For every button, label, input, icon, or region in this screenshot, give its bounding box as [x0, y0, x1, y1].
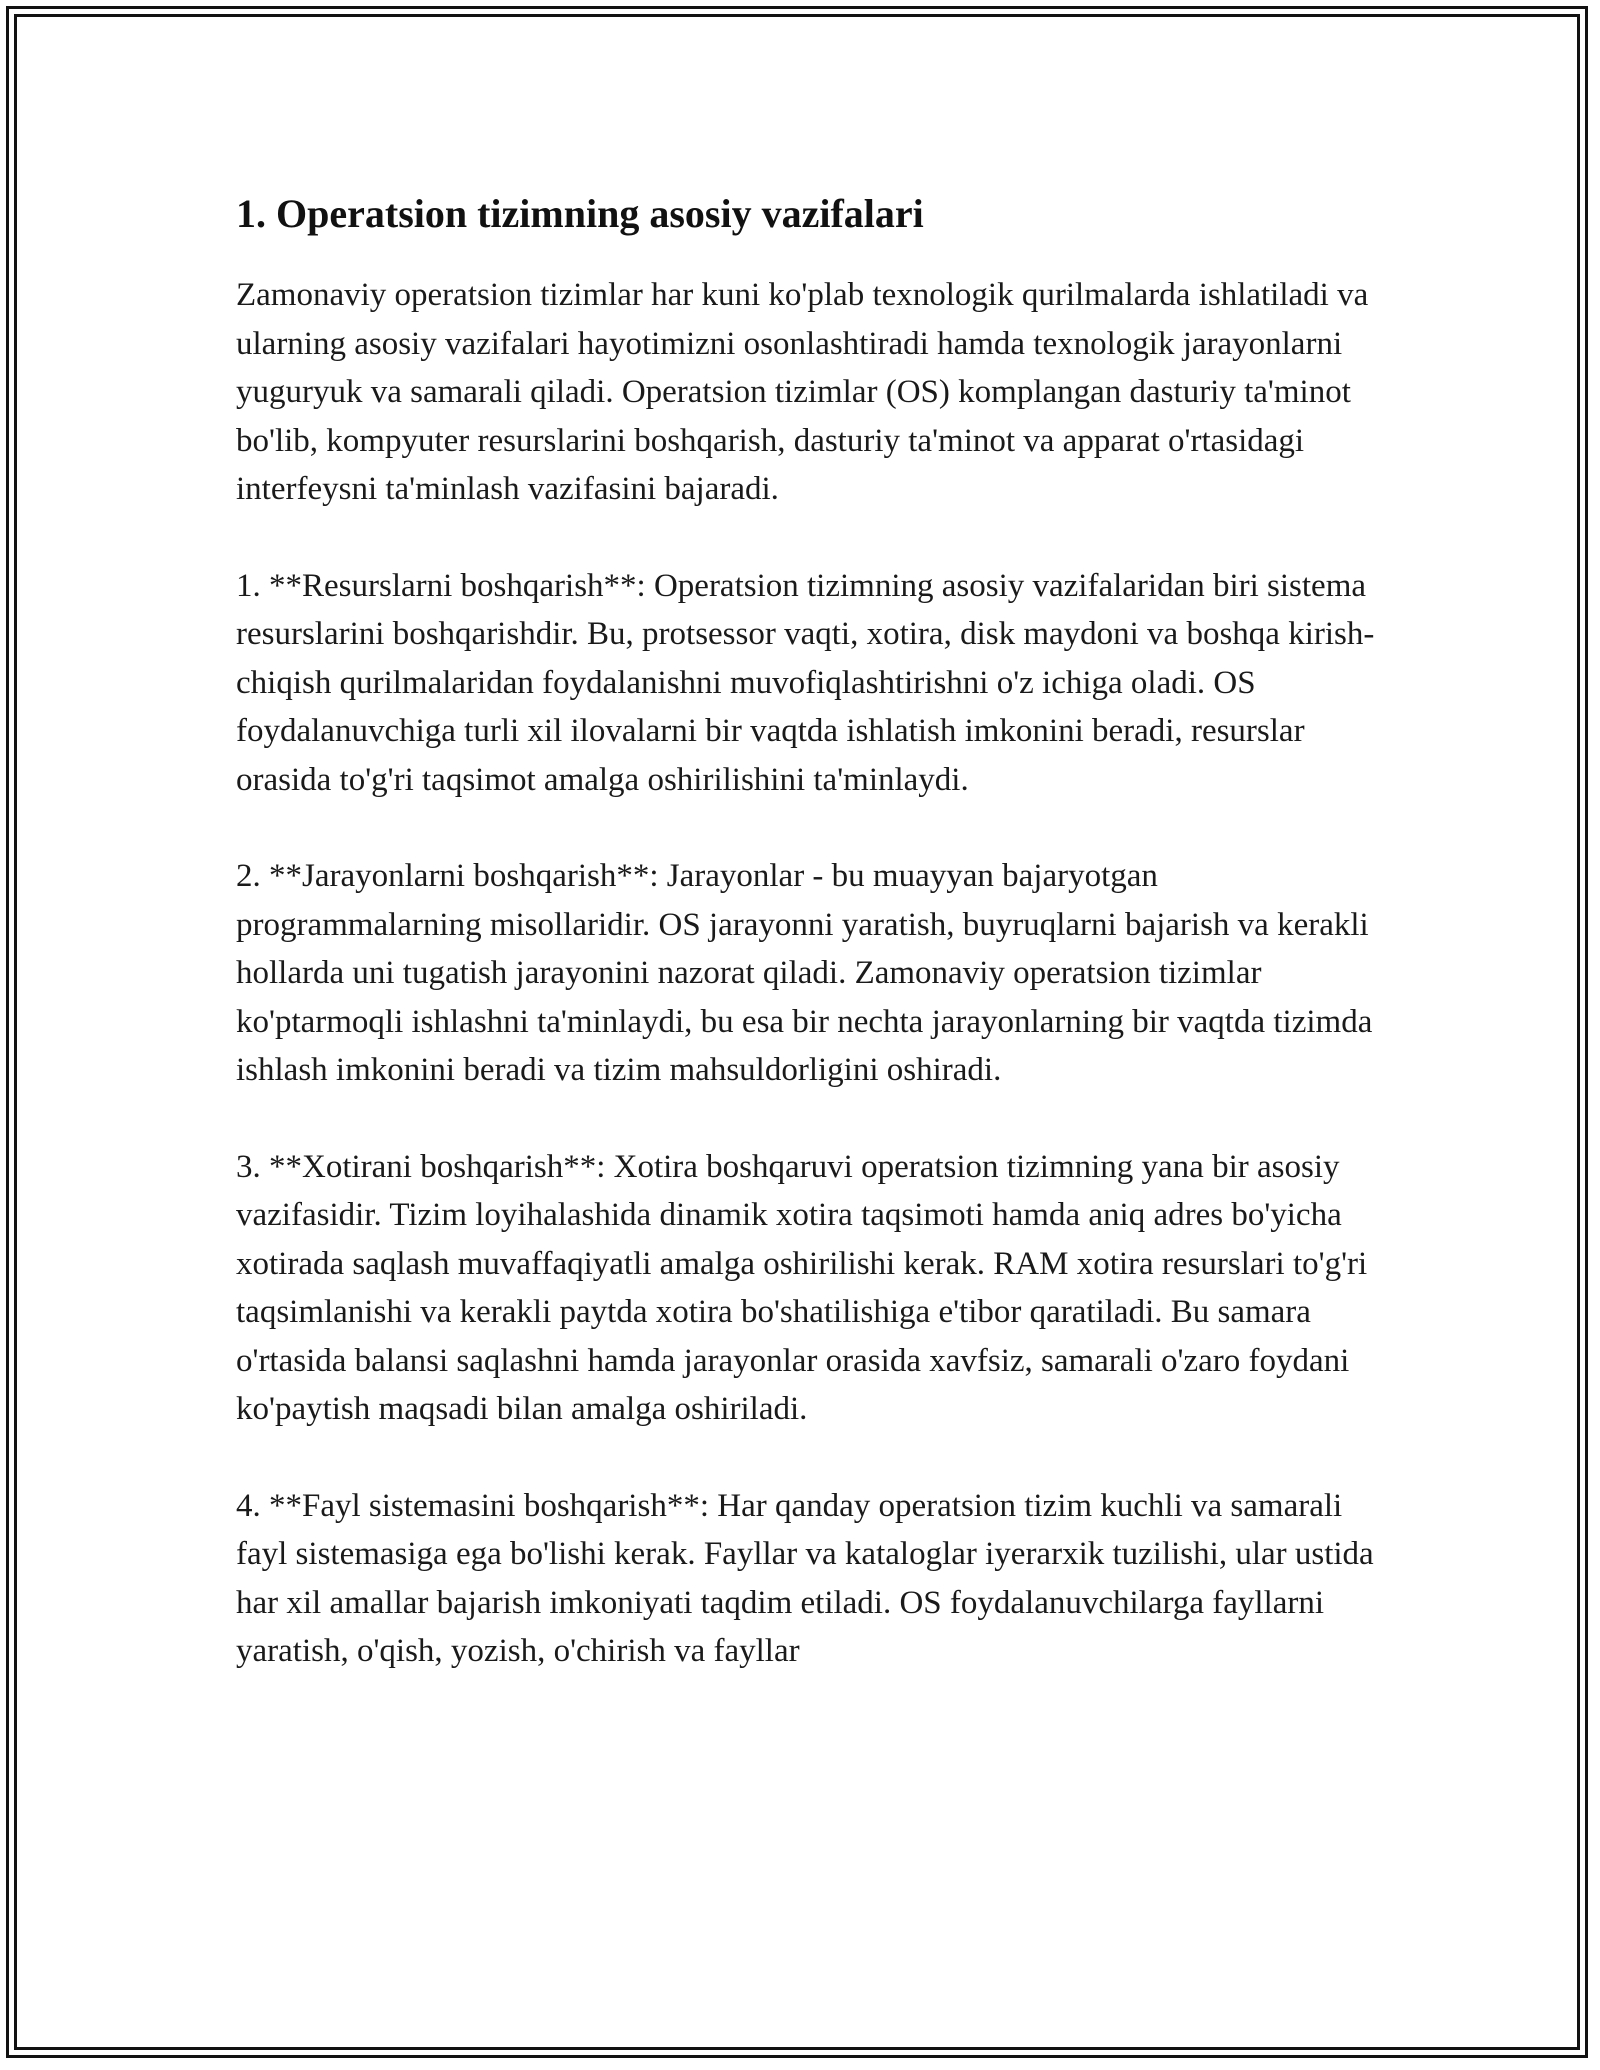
section-heading: 1. Operatsion tizimning asosiy vazifalari — [236, 191, 924, 236]
document-body — [236, 185, 1386, 1676]
paragraph-process-management: 2. **Jarayonlarni boshqarish**: Jarayonlar - bu muayyan bajaryotgan programmalarning misollaridir. OS jarayonni yaratish, buyruqlarni bajarish va kerakli hollarda uni tugatish jarayonini nazorat qiladi. Zamonaviy operatsion tizimlar ko'ptarmoqli ishlashni ta'minlaydi, bu esa bir nechta jarayonlarning bir vaqtda tizimda ishlash imkonini beradi va tizim mahsuldorligini oshiradi. — [236, 858, 1373, 1088]
intro-paragraph: Zamonaviy operatsion tizimlar har kuni ko'plab texnologik qurilmalarda ishlatiladi va ularning asosiy vazifalari hayotimizni osonlashtiradi hamda texnologik jarayonlarni yuguryuk va samarali qiladi. Operatsion tizimlar (OS) komplangan dasturiy ta'minot bo'lib, kompyuter resurslarini boshqarish, dasturiy ta'minot va apparat o'rtasidagi interfeysni ta'minlash vazifasini bajaradi. — [236, 277, 1369, 507]
paragraph-memory-management: 3. **Xotirani boshqarish**: Xotira boshqaruvi operatsion tizimning yana bir asosiy vazifasidir. Tizim loyihalashida dinamik xotira taqsimoti hamda aniq adres bo'yicha xotirada saqlash muvaffaqiyatli amalga oshirilishi kerak. RAM xotira resurslari to'g'ri taqsimlanishi va kerakli paytda xotira bo'shatilishiga e'tibor qaratiladi. Bu samara o'rtasida balansi saqlashni hamda jarayonlar orasida xavfsiz, samarali o'zaro foydani ko'paytish maqsadi bilan amalga oshiriladi. — [236, 1148, 1368, 1427]
paragraph-file-system-management: 4. **Fayl sistemasini boshqarish**: Har qanday operatsion tizim kuchli va samarali fayl sistemasiga ega bo'lishi kerak. Fayllar va kataloglar iyerarxik tuzilishi, ular ustida har xil amallar bajarish imkoniyati taqdim etiladi. OS foydalanuvchilarga fayllarni yaratish, o'qish, yozish, o'chirish va fayllar — [236, 1487, 1374, 1669]
paragraph-resource-management: 1. **Resurslarni boshqarish**: Operatsion tizimning asosiy vazifalaridan biri sistema resurslarini boshqarishdir. Bu, protsessor vaqti, xotira, disk maydoni va boshqa kirish-chiqish qurilmalaridan foydalanishni muvofiqlashtirishni o'z ichiga oladi. OS foydalanuvchiga turli xil ilovalarni bir vaqtda ishlatish imkonini beradi, resurslar orasida to'g'ri taqsimot amalga oshirilishini ta'minlaydi. — [236, 567, 1375, 798]
